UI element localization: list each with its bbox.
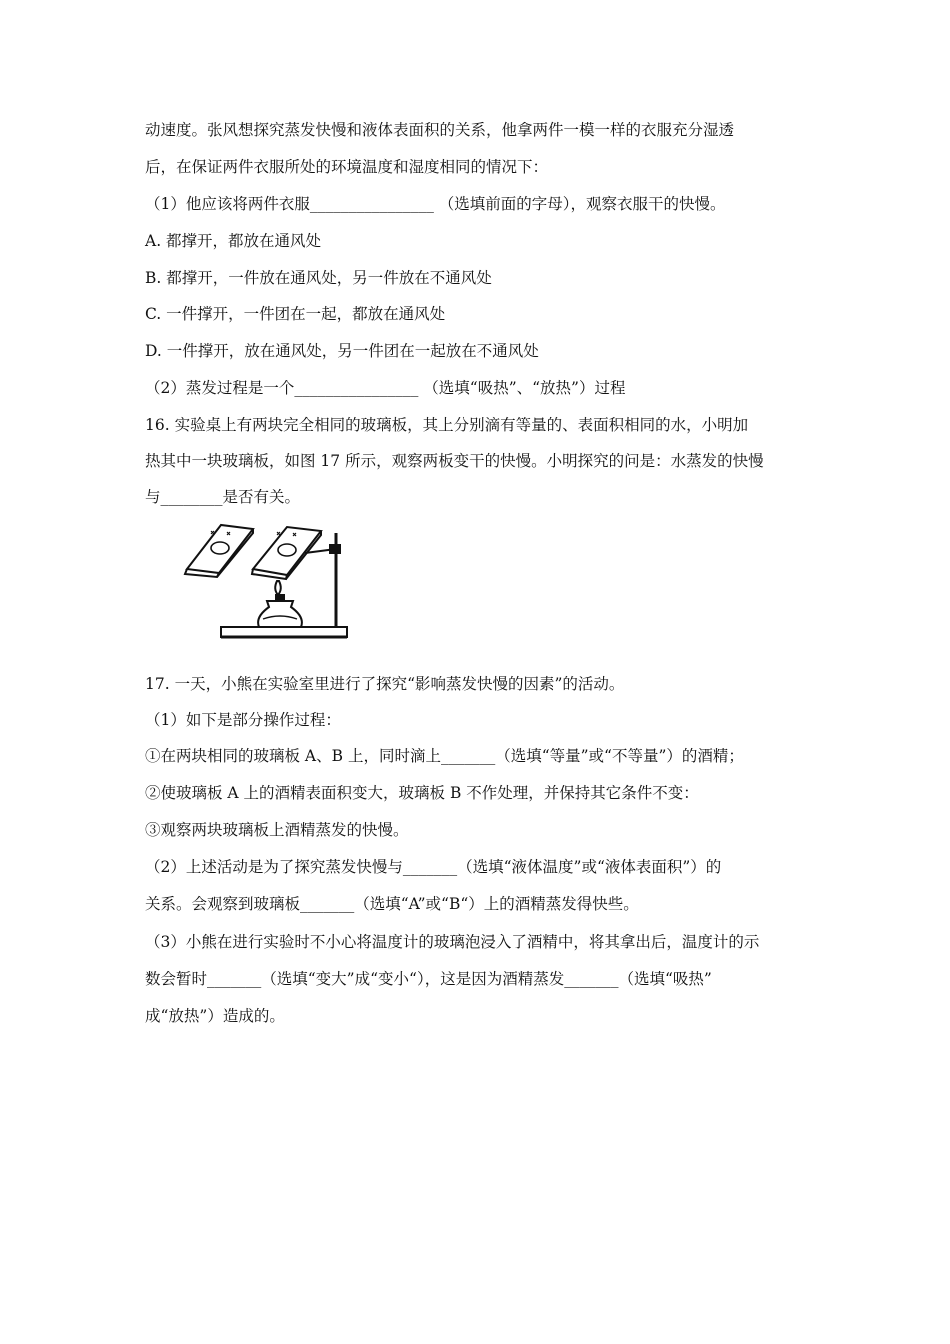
experiment-figure xyxy=(183,519,353,641)
option-a: A. 都撑开，都放在通风处 xyxy=(145,232,322,250)
question-17-3: （3）小熊在进行实验时不小心将温度计的玻璃泡浸入了酒精中，将其拿出后，温度计的示 xyxy=(145,933,760,951)
question-17-2: （2）上述活动是为了探究蒸发快慢与_______（选填“液体温度”或“液体表面积”）的 xyxy=(145,858,722,876)
text-line: 动速度。张风想探究蒸发快慢和液体表面积的关系，他拿两件一模一样的衣服充分湿透 xyxy=(145,121,735,139)
text-line: 成“放热”）造成的。 xyxy=(145,1007,285,1025)
option-b: B. 都撑开，一件放在通风处，另一件放在不通风处 xyxy=(145,269,492,287)
option-d: D. 一件撑开，放在通风处，另一件团在一起放在不通风处 xyxy=(145,342,539,360)
step-2: ②使玻璃板 A 上的酒精表面积变大，玻璃板 B 不作处理，并保持其它条件不变： xyxy=(145,784,699,802)
option-c: C. 一件撑开，一件团在一起，都放在通风处 xyxy=(145,305,446,323)
text-line: 热其中一块玻璃板，如图 17 所示，观察两板变干的快慢。小明探究的问是：水蒸发的快慢 xyxy=(145,452,764,470)
text-line: 数会暂时_______（选填“变大”成“变小“），这是因为酒精蒸发_______（选填“吸热” xyxy=(145,970,712,988)
question-17: 17. 一天，小熊在实验室里进行了探究“影响蒸发快慢的因素”的活动。 xyxy=(145,675,625,693)
step-1: ①在两块相同的玻璃板 A、B 上，同时滴上_______（选填“等量”或“不等量”）的酒精； xyxy=(145,747,744,765)
question-15-1: （1）他应该将两件衣服________________ （选填前面的字母），观察衣服干的快慢。 xyxy=(145,195,726,213)
text-line: 关系。会观察到玻璃板_______（选填“A”或“B“）上的酒精蒸发得快些。 xyxy=(145,895,639,913)
step-3: ③观察两块玻璃板上酒精蒸发的快慢。 xyxy=(145,821,409,839)
text-line: （1）如下是部分操作过程： xyxy=(145,711,341,729)
text-line: 后，在保证两件衣服所处的环境温度和湿度相同的情况下： xyxy=(145,158,549,176)
question-15-2: （2）蒸发过程是一个________________ （选填“吸热”、“放热”）过程 xyxy=(145,379,626,397)
question-16: 16. 实验桌上有两块完全相同的玻璃板，其上分别滴有等量的、表面积相同的水，小明加 xyxy=(145,416,749,434)
text-line: 与________是否有关。 xyxy=(145,488,301,506)
